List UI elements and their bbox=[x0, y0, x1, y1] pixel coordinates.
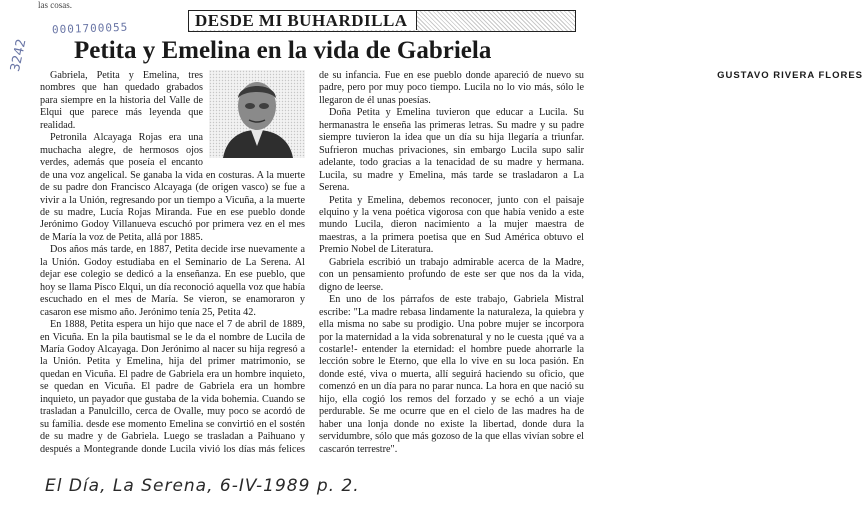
section-header bbox=[188, 10, 576, 32]
paragraph-quote: En uno de los párrafos de este trabajo, Gabriela Mistral escribe: "La madre rebasa lindamente la naturaleza, la quiebra y ella misma no sabe su prodigio. Una pobre mujer se incorpora por la maternidad a la vida sobrenatural y no le cuesta ¡qué va a costarle!- entender la eternidad: el hombre puede ahorrarle la lección sobre le Eterno, que ella lo vive en su loca pasión. En donde esté, viva o muerta, allí seguirá haciendo su oficio, que comenzó en un día para no parar nunca. La hora en que nació su hijo, ella cogió los remos del forzado y se echó a un viaje perdurable. Se me ocurre que en el cielo de las madres ha de haber una lonja donde no existe la libertad, donde dura la servidumbre, sólo que más gozoso de la que ellas vivían sobre el cascarón terrestre". bbox=[319, 294, 584, 455]
archive-stamp: 0001700055 bbox=[51, 20, 129, 37]
paragraph-1887: Dos años más tarde, en 1887, Petita decide irse nuevamente a la Unión. Godoy estudiaba en el Seminario de La Serena. Al dejar ese colegio se dedicó a la enseñanza. En ese pueblo, que hoy se llama Pisco Elqui, un día reconoció aquella voz que había escuchado en el mes de María. Se vieron, se enamoraron y casaron ese mismo año. Jerónimo tenía 25, Petita 42. bbox=[40, 244, 305, 318]
paragraph-madre: Gabriela escribió un trabajo admirable acerca de la Madre, con un pensamiento profundo de este ser que nos da la vida, digno de leerse. bbox=[319, 256, 584, 293]
clipped-previous-text: las cosas. bbox=[38, 0, 72, 10]
paragraph-intro: Gabriela, Petita y Emelina, tres nombres que han quedado grabados para siempre en la historia del Valle de Elqui que parece más leyenda que realidad. bbox=[40, 70, 203, 131]
handwritten-source-note: El Día, La Serena, 6-IV-1989 p. 2. bbox=[45, 476, 360, 496]
paragraph-1888: En 1888, Petita espera un hijo que nace el 7 de abril de 1889, en Vicuña. En la pila bautismal se le da el nombre de Lucila de María Godoy Alcayaga. Don Jerónimo al nacer su hija regresó a la Unión. Petita y Emelina, hija del primer matrimonio, se quedan en Vicuña. El padre de Gabriela era un hombre inquieto, se quedan en Vicuña. El padre de Gabriela era un hombre inquieto, un payador que gustaba de la vida bohemia. Cuando se trasladan a Panulcillo, cerca de Ovalle, muy poco se acordó de su familia. desde ese momento Emelina se convirtió en el sostén de su madre y de Gabriela. Luego se trasladan a Paihuano y después a Montegrande donde Lucila vivió los días más felices de su infancia. Fue en ese pueblo donde apareció de nuevo su padre, pero por muy poco tiempo. Lucila no lo vio más, sólo le llegaron de él unas poesías. bbox=[40, 70, 584, 455]
section-title: DESDE MI BUHARDILLA bbox=[189, 11, 417, 30]
paragraph-education: Doña Petita y Emelina tuvieron que educar a Lucila. Su hermanastra le enseña las primeras letras. Su madre y su padre siempre tuvieron la idea que un día su hija llegaría a triunfar. Sufrieron muchas privaciones, sin embargo Lucila supo salir adelante, todo gracias a la tenacidad de su madre y hermana. Lucila, su madre y Emelina, más tarde se trasladaron a La Serena. bbox=[319, 107, 584, 194]
paragraph-petronila: Petronila Alcayaga Rojas era una muchacha alegre, de hermosos ojos verdes, además que poseía el encanto de una voz angelical. Se ganaba la vida en costuras. A la muerte de su padre don Francisco Alcayaga (de origen vasco) se fue a vivir a la Unión, regresando por un tiempo a Vicuña, a la muerte de su madre, Lucía Rojas Miranda. Fue en ese pueblo donde Jerónimo Godoy Villanueva escuchó por primera vez en el mes de María la voz de Petita, allá por 1885. bbox=[40, 132, 305, 243]
portrait-image bbox=[209, 70, 305, 158]
article-headline: Petita y Emelina en la vida de Gabriela bbox=[74, 37, 492, 64]
handwritten-catalog-number: 3242 bbox=[8, 37, 30, 74]
paragraph-recognition: Petita y Emelina, debemos reconocer, junto con el paisaje elquino y la vena poética vigorosa con que había venido a este mundo Lucila, dieron nacimiento a la mujer maestra de maestras, a la primera poetisa que en Sud América obtuvo el Premio Nobel de Literatura. bbox=[319, 194, 584, 256]
author-byline: GUSTAVO RIVERA FLORES bbox=[717, 70, 863, 81]
author-photo bbox=[209, 70, 305, 158]
article-body bbox=[40, 70, 863, 468]
